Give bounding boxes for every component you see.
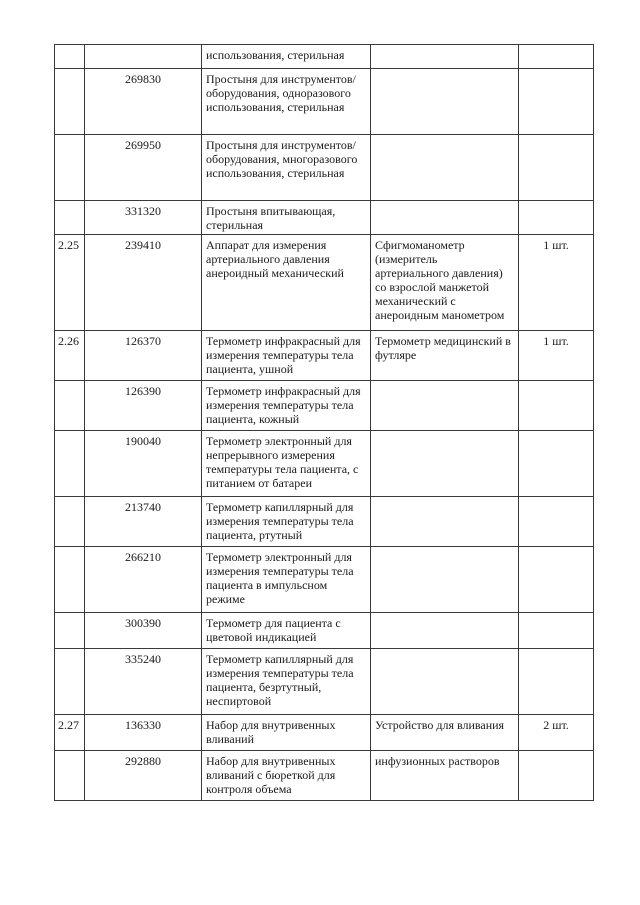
item-quantity bbox=[519, 45, 594, 69]
table-row bbox=[55, 547, 594, 613]
row-number bbox=[55, 69, 85, 135]
row-number bbox=[55, 45, 85, 69]
item-name: Простыня для инструментов/оборудования, одноразового использования, стерильная bbox=[202, 69, 371, 135]
item-name: Термометр капиллярный для измерения температуры тела пациента, ртутный bbox=[202, 497, 371, 547]
row-number: 2.25 bbox=[55, 235, 85, 331]
row-number bbox=[55, 547, 85, 613]
item-code: 126370 bbox=[85, 331, 202, 381]
row-number bbox=[55, 649, 85, 715]
row-number bbox=[55, 431, 85, 497]
item-code: 266210 bbox=[85, 547, 202, 613]
row-number: 2.27 bbox=[55, 715, 85, 751]
table-row bbox=[55, 613, 594, 649]
table-row bbox=[55, 235, 594, 331]
table-row bbox=[55, 497, 594, 547]
item-code: 335240 bbox=[85, 649, 202, 715]
item-quantity bbox=[519, 135, 594, 201]
item-code: 331320 bbox=[85, 201, 202, 235]
table-row bbox=[55, 45, 594, 69]
item-name: Термометр инфракрасный для измерения температуры тела пациента, кожный bbox=[202, 381, 371, 431]
item-code: 239410 bbox=[85, 235, 202, 331]
item-quantity: 2 шт. bbox=[519, 715, 594, 751]
item-quantity bbox=[519, 201, 594, 235]
item-description: Устройство для вливания bbox=[371, 715, 519, 751]
item-name: Простыня для инструментов/оборудования, многоразового использования, стерильная bbox=[202, 135, 371, 201]
table-row bbox=[55, 751, 594, 801]
item-description: Сфигмоманометр (измеритель артериального давления) со взрослой манжетой механический с анероидным манометром bbox=[371, 235, 519, 331]
item-description bbox=[371, 497, 519, 547]
item-name: Термометр электронный для непрерывного измерения температуры тела пациента, с питанием от батареи bbox=[202, 431, 371, 497]
row-number bbox=[55, 751, 85, 801]
item-name: Набор для внутривенных вливаний bbox=[202, 715, 371, 751]
item-description bbox=[371, 613, 519, 649]
item-description bbox=[371, 69, 519, 135]
item-quantity bbox=[519, 69, 594, 135]
table-row bbox=[55, 135, 594, 201]
item-quantity: 1 шт. bbox=[519, 331, 594, 381]
item-name: Термометр электронный для измерения температуры тела пациента в импульсном режиме bbox=[202, 547, 371, 613]
item-name: Набор для внутривенных вливаний с бюреткой для контроля объема bbox=[202, 751, 371, 801]
item-quantity bbox=[519, 649, 594, 715]
item-name: Термометр капиллярный для измерения температуры тела пациента, безртутный, неспиртовой bbox=[202, 649, 371, 715]
row-number bbox=[55, 381, 85, 431]
item-description bbox=[371, 431, 519, 497]
equipment-table bbox=[54, 44, 594, 801]
table-row bbox=[55, 201, 594, 235]
row-number bbox=[55, 201, 85, 235]
item-code: 292880 bbox=[85, 751, 202, 801]
table-row bbox=[55, 331, 594, 381]
row-number: 2.26 bbox=[55, 331, 85, 381]
item-code: 190040 bbox=[85, 431, 202, 497]
table-row bbox=[55, 431, 594, 497]
item-name: Термометр инфракрасный для измерения температуры тела пациента, ушной bbox=[202, 331, 371, 381]
item-code: 136330 bbox=[85, 715, 202, 751]
item-code: 269830 bbox=[85, 69, 202, 135]
item-quantity bbox=[519, 497, 594, 547]
row-number bbox=[55, 497, 85, 547]
item-description bbox=[371, 649, 519, 715]
table-row bbox=[55, 715, 594, 751]
item-quantity bbox=[519, 547, 594, 613]
item-code: 213740 bbox=[85, 497, 202, 547]
item-description: инфузионных растворов bbox=[371, 751, 519, 801]
item-quantity bbox=[519, 431, 594, 497]
item-quantity bbox=[519, 381, 594, 431]
item-description bbox=[371, 201, 519, 235]
item-code: 300390 bbox=[85, 613, 202, 649]
item-description: Термометр медицинский в футляре bbox=[371, 331, 519, 381]
table-row bbox=[55, 69, 594, 135]
item-description bbox=[371, 135, 519, 201]
item-name: Термометр для пациента с цветовой индикацией bbox=[202, 613, 371, 649]
table-row bbox=[55, 649, 594, 715]
item-name: Простыня впитывающая, стерильная bbox=[202, 201, 371, 235]
table-row bbox=[55, 381, 594, 431]
item-description bbox=[371, 381, 519, 431]
item-quantity bbox=[519, 613, 594, 649]
item-code: 269950 bbox=[85, 135, 202, 201]
item-description bbox=[371, 45, 519, 69]
item-quantity bbox=[519, 751, 594, 801]
item-quantity: 1 шт. bbox=[519, 235, 594, 331]
row-number bbox=[55, 613, 85, 649]
item-name: Аппарат для измерения артериального давления анероидный механический bbox=[202, 235, 371, 331]
item-name: использования, стерильная bbox=[202, 45, 371, 69]
item-code: 126390 bbox=[85, 381, 202, 431]
item-code bbox=[85, 45, 202, 69]
row-number bbox=[55, 135, 85, 201]
item-description bbox=[371, 547, 519, 613]
